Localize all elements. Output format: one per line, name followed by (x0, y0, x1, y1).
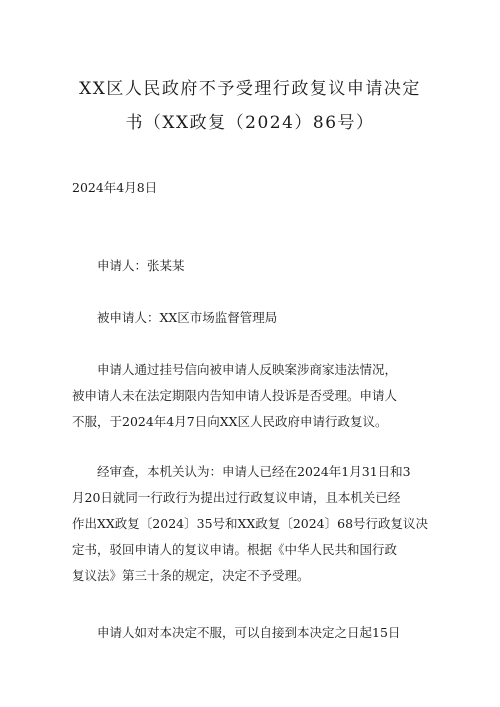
paragraph-line: 申请人如对本决定不服，可以自接到本决定之日起15日 (97, 625, 401, 640)
review-paragraph (72, 459, 432, 589)
paragraph-line: 复议法》第三十条的规定，决定不予受理。 (72, 568, 310, 583)
paragraph-line: 不服，于2024年4月7日向XX区人民政府申请行政复议。 (72, 414, 388, 429)
paragraph-line: 经审查，本机关认为：申请人已经在2024年1月31日和3 (97, 464, 411, 479)
paragraph-line: 申请人通过挂号信向被申请人反映案涉商家违法情况， (97, 362, 398, 377)
paragraph-line: 被申请人未在法定期限内告知申请人投诉是否受理。申请人 (72, 388, 398, 403)
title-line: 书（XX政复（2024）86号） (125, 113, 375, 133)
applicant-line (72, 253, 457, 279)
notice-paragraph (72, 620, 432, 646)
title-line: XX区人民政府不予受理行政复议申请决定 (79, 79, 421, 99)
paragraph-line: 定书，驳回申请人的复议申请。根据《中华人民共和国行政 (72, 542, 398, 557)
document-date: 2024年4月8日 (72, 180, 158, 195)
paragraph-line: 月20日就同一行政行为提出过行政复议申请，且本机关已经 (72, 490, 401, 505)
facts-paragraph (72, 357, 432, 435)
document-title (60, 72, 440, 140)
respondent-text: 被申请人：XX区市场监督管理局 (97, 310, 278, 325)
applicant-text: 申请人：张某某 (97, 258, 185, 273)
paragraph-line: 作出XX政复〔2024〕35号和XX政复〔2024〕68号行政复议决 (72, 516, 429, 531)
respondent-line (72, 305, 457, 331)
